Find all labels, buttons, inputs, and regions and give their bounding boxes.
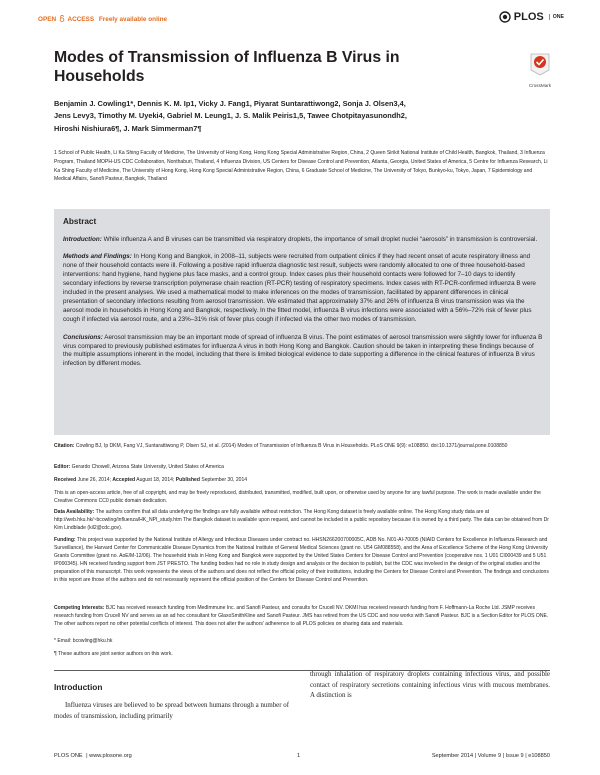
article-title-line2: Households [54, 68, 145, 85]
editor [54, 463, 550, 471]
journal-logo-text: PLOS [513, 11, 544, 23]
oa-open-label: OPEN [38, 16, 57, 23]
body-column-left: Influenza viruses are believed to be spread between humans through a number of modes of transmission, including primarily [54, 702, 289, 720]
editor-text: Gerardo Chowell, Arizona State University, United States of America [70, 464, 224, 470]
abstract-conclusions [63, 334, 543, 370]
competing-label: Competing Interests: [54, 605, 105, 611]
abstract-methods [63, 253, 543, 325]
open-lock-icon [59, 15, 65, 22]
funding-text: This project was supported by the National Institute of Allergy and Infectious Diseases under contract no. HHSN266200700005C, ADB No. N01-AI-70005 (NIAID Centers for Excellence in Influenza Research and Surveillance), the Harvard Center for Communicable Disease Dynamics from the National Institute of General Medical Sciences (grant no. U54 GM088558), and the Area of Excellence Scheme of the Hong Kong University Grants Committee (grant no. AoE/M-12/06). The household trials in Hong Kong and Bangkok were supported by the United States Centers for Disease Control and Prevention (cooperative nos. 1 U01 CI000439 and 5 U51 IP000345). HN received funding support from JST PRESTO. The funding bodies had no role in study design and analysis or the decision to publish, but the CDC was involved in the design of the original studies and the preparation of this manuscript. This work represents the views of the authors and does not reflect the official policy of their institutions, including the Centers for Disease Control and Prevention. The findings and conclusions in this report are those of the authors and do not necessarily represent the official position of the Centers for Disease Control and Prevention. [54, 537, 549, 584]
abstract-conclusions-text: Aerosol transmission may be an important mode of spread of influenza B virus. The point estimates of aerosol transmission were slightly lower for influenza B virus compared to previously published estimates for influenza A virus in both Hong Kong and Bangkok. Caution should be taken in interpreting these findings because of the multiple assumptions inherent in the model, including that there is limited biological evidence to date supporting a difference in the clinical features of influenza B virus infection by different modes. [63, 333, 543, 368]
affiliations: 1 School of Public Health, Li Ka Shing Faculty of Medicine, The University of Hong Kong, Hong Kong Special Administrative Region, China, 2 Queen Sirikit National Institute of Child Health, Bangkok, Thailand, 3 Influenza Program, Thailand MOPH-US CDC Collaboration, Nonthaburi, Thailand, 4 Influenza Division, US Centers for Disease Control and Prevention, Atlanta, Georgia, United States of America, 5 Centre for Influenza Research, Li Ka Shing Faculty of Medicine, The University of Hong Kong, Hong Kong Special Administrative Region, China, 6 Graduate School of Medicine, The University of Tokyo, Bunkyo-ku, Tokyo, Japan, 7 Epidemiology and Medical Affairs, Sanofi Pasteur, Bangkok, Thailand [54, 150, 548, 183]
citation [54, 442, 550, 450]
author-line: Jens Levy3, Timothy M. Uyeki4, Gabriel M. Leung1, J. S. Malik Peiris1,5, Tawee Chotpitayasunondh2, [54, 111, 407, 121]
competing-interests [54, 604, 550, 628]
footer-issue: September 2014 | Volume 9 | Issue 9 | e108850 [431, 753, 550, 759]
journal-logo-sub: ONE [549, 14, 564, 20]
author-line: Hiroshi Nishiura6¶, J. Mark Simmerman7¶ [54, 123, 202, 133]
body-column-right: through inhalation of respiratory droplets containing infectious virus, and possible contact of respiratory secretions containing infectious virus with mucous membranes. A distinction is [310, 671, 550, 700]
received-label: Received [54, 477, 77, 483]
citation-text: Cowling BJ, Ip DKM, Fang VJ, Suntarattiwong P, Olsen SJ, et al. (2014) Modes of Transmission of Influenza B Virus in Households. PLoS ONE 9(9): e108850. doi:10.1371/journal.pone.0108850 [74, 443, 508, 449]
footer-url: | www.plosone.org [86, 753, 132, 759]
license: This is an open-access article, free of all copyright, and may be freely reproduced, distributed, transmitted, modified, built upon, or otherwise used by anyone for any lawful purpose. The work is made available under the Creative Commons CC0 public domain dedication. [54, 490, 541, 505]
data-availability [54, 508, 550, 532]
journal-logo [499, 11, 564, 23]
crossmark-label: CrossMark [528, 83, 552, 88]
abstract-heading: Abstract [63, 217, 97, 226]
abstract-methods-label: Methods and Findings: [63, 253, 132, 261]
abstract-intro-text: While influenza A and B viruses can be transmitted via respiratory droplets, the importance of small droplet nuclei “aerosols” in transmission is controversial. [101, 236, 538, 243]
article-title-line1: Modes of Transmission of Influenza B Virus in [54, 49, 400, 66]
page-number: 1 [297, 753, 301, 759]
funding-label: Funding: [54, 537, 76, 543]
published-date: September 30, 2014 [199, 477, 248, 483]
author-list [54, 98, 554, 135]
abstract-introduction [63, 236, 543, 245]
introduction-heading: Introduction [54, 682, 103, 692]
dates [54, 476, 550, 484]
data-availability-text: The authors confirm that all data underlying the findings are fully available without restriction. The Hong Kong dataset is freely available online. The Hong Kong study data are at http://web.hku.hk/~bcowling/influenza/HK_NPI_study.htm The Bangkok dataset is available upon request, and cannot be included in a public repository because it is owned by a third party. The data can be obtained from Dr Kim Lindblade (kil2@cdc.gov). [54, 509, 549, 532]
open-access-banner [38, 15, 167, 23]
accepted-label: Accepted [112, 477, 136, 483]
abstract-conclusions-label: Conclusions: [63, 333, 103, 341]
accepted-date: August 18, 2014; [135, 477, 176, 483]
published-label: Published [175, 477, 200, 483]
oa-access-label: ACCESS [67, 16, 95, 23]
footer-journal-name: PLOS ONE [54, 753, 83, 759]
author-note: ¶ These authors are joint senior authors on this work. [54, 651, 173, 657]
funding [54, 536, 550, 585]
received-date: June 26, 2014; [76, 477, 113, 483]
citation-label: Citation: [54, 443, 75, 449]
editor-label: Editor: [54, 464, 71, 470]
author-line: Benjamin J. Cowling1*, Dennis K. M. Ip1, Vicky J. Fang1, Piyarat Suntarattiwong2, Sonja J. Olsen3,4, [54, 99, 406, 108]
plos-logo-icon [499, 11, 511, 23]
oa-tagline: Freely available online [98, 16, 168, 23]
crossmark-icon[interactable] [529, 52, 551, 76]
footer-journal [54, 753, 132, 759]
corresponding-email: * Email: bcowling@hku.hk [54, 638, 113, 644]
abstract-methods-text: In Hong Kong and Bangkok, in 2008–11, subjects were recruited from outpatient clinics if they had recent onset of acute respiratory illness and none of their household contacts were ill. Following a positive rapid influenza diagnostic test result, subjects were randomly allocated to one of three household-based interventions: hand hygiene, hand hygiene plus face masks, and a control group. Index cases plus their household contacts were followed for 7–10 days to identify secondary infections by reverse transcription polymerase chain reaction (RT-PCR) testing of respiratory specimens. Index cases with RT-PCR-confirmed influenza B were included in the present analyses. We used a mathematical model to make inferences on the modes of transmission, facilitated by apparent differences in clinical presentation of secondary infections resulting from aerosol transmission. We estimated that approximately 37% and 26% of influenza B virus transmission was via the aerosol mode in households in Hong Kong and Bangkok, respectively. In the fitted model, influenza B virus infections were associated with a 56%–72% risk of fever plus cough if infected via aerosol route, and a 23%–31% risk of fever plus cough if infected via the other two modes of transmission. [63, 253, 536, 324]
data-availability-label: Data Availability: [54, 509, 95, 515]
competing-text: BJC has received research funding from MedImmune Inc. and Sanofi Pasteur, and consults for Crucell NV. DKMI has received research funding from F. Hoffmann-La Roche Ltd. JSMP receives research funding from Crucell NV and serves as an ad hoc consultant for GlaxoSmithKline and Sanofi Pasteur. JMS has retired from the US CDC and now works with Sanofi Pasteur. BJC is a Section Editor for PLOS ONE. The other authors report no other potential conflicts of interest. This does not alter the authors' adherence to all PLOS policies on sharing data and materials. [54, 605, 549, 628]
crossmark-badge[interactable] [520, 52, 560, 88]
abstract-box [54, 209, 550, 435]
abstract-intro-label: Introduction: [63, 236, 102, 243]
article-title [54, 48, 494, 86]
